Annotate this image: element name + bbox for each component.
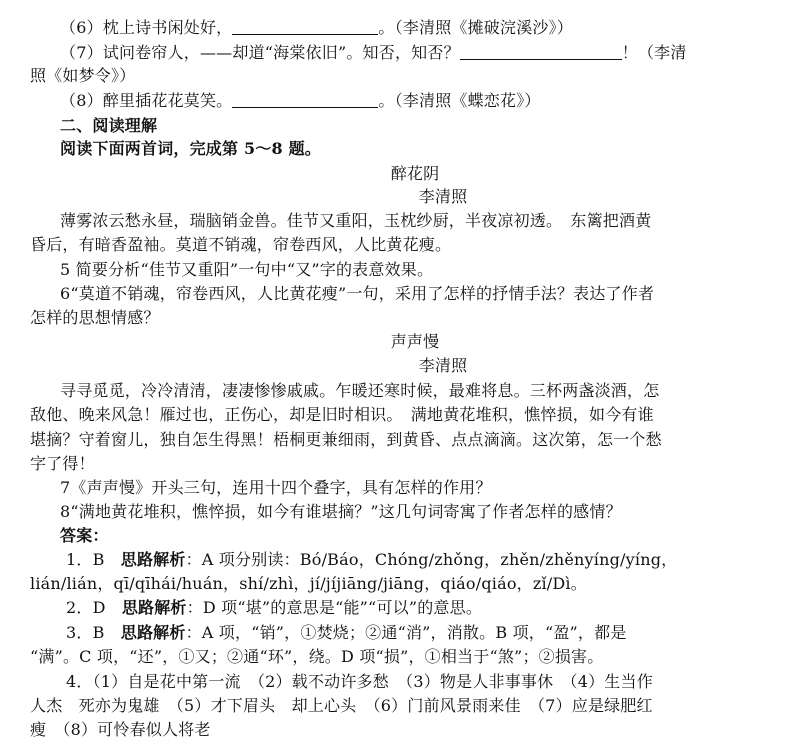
poem1-author: 李清照 bbox=[418, 187, 468, 206]
answer-2-label: 思路解析 bbox=[121, 598, 187, 617]
poem1-line: 薄雾浓云愁永昼，瑞脑销金兽。佳节又重阳，玉枕纱厨，半夜凉初透。 东篱把酒黄 bbox=[60, 211, 652, 230]
fill-line-8 bbox=[60, 89, 770, 112]
fill-7-prompt: （7）试问卷帘人，——却道“海棠依旧”。知否，知否？ bbox=[60, 43, 460, 62]
answer-4-cont: 人杰 死亦为鬼雄 （5）才下眉头 却上心头 （6）门前风景雨来佳 （7）应是绿肥红 bbox=[30, 696, 653, 715]
fill-8-prompt: （8）醉里插花花莫笑。 bbox=[60, 91, 233, 110]
question-8: 8“满地黄花堆积，憔悴损，如今有谁堪摘？”这几句词寄寓了作者怎样的感情？ bbox=[60, 502, 622, 521]
fill-8-source: 。（李清照《蝶恋花》） bbox=[378, 91, 541, 110]
answer-3 bbox=[66, 621, 770, 644]
poem2-line: 敌他、晚来风急！雁过也，正伤心，却是旧时相识。 满地黄花堆积，憔悴损，如今有谁 bbox=[30, 405, 654, 424]
section-heading: 二、阅读理解 bbox=[60, 116, 158, 135]
question-5: 5 简要分析“佳节又重阳”一句中“又”字的表意效果。 bbox=[60, 260, 434, 279]
poem2-line: 字了得！ bbox=[30, 454, 95, 473]
fill-7-source: ！（李清 bbox=[621, 43, 687, 62]
question-6: 6“莫道不销魂，帘卷西风，人比黄花瘦”一句，采用了怎样的抒情手法？表达了作者 bbox=[60, 284, 655, 303]
fill-line-7 bbox=[60, 41, 770, 64]
answer-3-label: 思路解析 bbox=[120, 623, 186, 642]
answer-4: 4．（1）自是花中第一流 （2）载不动许多愁 （3）物是人非事事休 （4）生当作 bbox=[66, 672, 653, 691]
answer-1-choice: 1．B bbox=[66, 550, 121, 569]
fill-6-source: 。（李清照《摊破浣溪沙》） bbox=[378, 18, 573, 37]
answer-blank-6 bbox=[232, 34, 378, 35]
question-7: 7《声声慢》开头三句，连用十四个叠字，具有怎样的作用？ bbox=[60, 478, 492, 497]
answer-1-label: 思路解析 bbox=[120, 550, 186, 569]
fill-line-6 bbox=[60, 16, 770, 39]
answer-2 bbox=[66, 596, 770, 619]
fill-line-7-cont: 照《如梦令》） bbox=[30, 66, 136, 85]
answer-4-cont: 瘦 （8）可怜春似人将老 bbox=[30, 720, 211, 739]
fill-6-prompt: （6）枕上诗书闲处好， bbox=[60, 18, 233, 37]
answer-blank-7 bbox=[460, 59, 622, 60]
answer-2-text: ：D 项“堪”的意思是“能”“可以”的意思。 bbox=[186, 598, 483, 617]
answers-heading: 答案： bbox=[60, 526, 109, 545]
poem1-title: 醉花阴 bbox=[390, 164, 440, 183]
poem2-title: 声声慢 bbox=[390, 332, 440, 351]
answer-3-text: ：A 项，“销”，①焚烧；②通“消”，消散。B 项，“盈”，都是 bbox=[185, 623, 627, 642]
answer-1-text: ：A 项分别读：Bó/Báo，Chóng/zhǒng，zhěn/zhěnyíng/yíng， bbox=[185, 550, 678, 569]
section-instruction: 阅读下面两首词，完成第 5～8 题。 bbox=[60, 139, 322, 158]
poem1-line: 昏后，有暗香盈袖。莫道不销魂，帘卷西风，人比黄花瘦。 bbox=[30, 235, 452, 254]
answer-3-choice: 3．B bbox=[66, 623, 121, 642]
answer-1 bbox=[66, 548, 770, 571]
answer-3-cont: “满”。C 项，“还”，①又；②通“环”，绕。D 项“损”，①相当于“煞”；②损害。 bbox=[30, 647, 604, 666]
answer-blank-8 bbox=[232, 107, 378, 108]
poem2-author: 李清照 bbox=[418, 356, 468, 375]
question-6-cont: 怎样的思想情感？ bbox=[30, 308, 160, 327]
poem2-line: 寻寻觅觅，冷冷清清，凄凄惨惨戚戚。乍暖还寒时候，最难将息。三杯两盏淡酒，怎 bbox=[60, 381, 660, 400]
answer-2-choice: 2．D bbox=[66, 598, 122, 617]
answer-1-cont: lián/lián，qī/qīhái/huán，shí/zhì，jí/jíjiāng/jiāng，qiáo/qiáo，zǐ/Dì。 bbox=[30, 574, 587, 593]
poem2-line: 堪摘？守着窗儿，独自怎生得黑！梧桐更兼细雨，到黄昏、点点滴滴。这次第，怎一个愁 bbox=[30, 430, 662, 449]
